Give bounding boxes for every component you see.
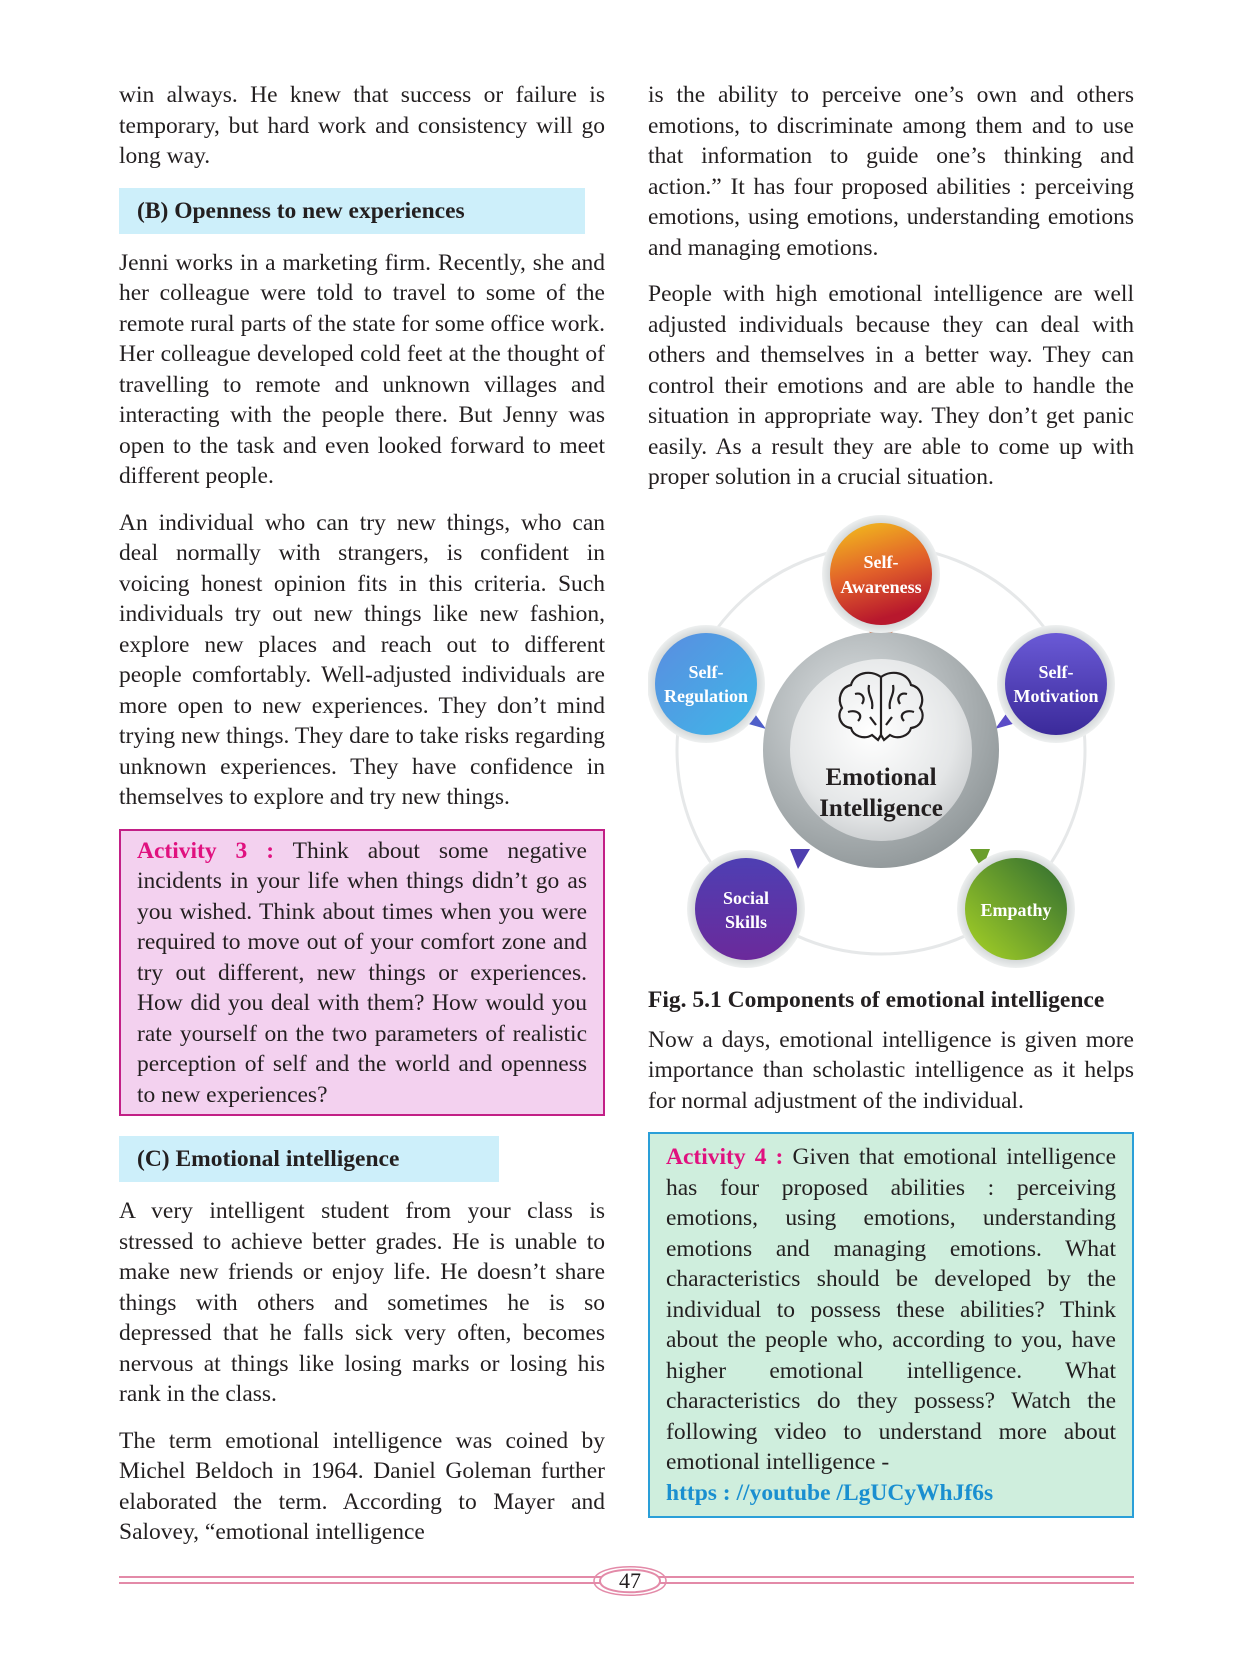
paragraph-individual: An individual who can try new things, who can deal normally with strangers, is confident in voicing honest opinion fits in this criteria. Such individuals try out new things like new fashion, explore new places and reach out to different people comfortably. Well-adjusted individuals are more open to new experiences. They don’t mind trying new things. They dare to take risks regarding unknown experiences. They have confidence in themselves to explore and try new things. <box>119 509 605 810</box>
node-self-motivation <box>1005 633 1107 735</box>
paragraph-student: A very intelligent student from your class is stressed to achieve better grades. He is unable to make new friends or enjoy life. He doesn’t share things with others and sometimes he is so depressed that he falls sick very often, becomes nervous at things like losing marks or losing his rank in the class. <box>119 1198 605 1407</box>
node-social-line2: Skills <box>724 911 768 932</box>
node-awareness-line2: Awareness <box>840 576 922 597</box>
paragraph-continuation-left: win always. He knew that success or failure is temporary, but hard work and consistency will go long way. <box>119 82 605 169</box>
activity-3-box <box>119 829 605 1117</box>
page-number: 47 <box>619 1568 641 1593</box>
node-regulation-line2: Regulation <box>663 685 749 706</box>
node-regulation-line1: Self- <box>688 661 724 682</box>
center-label-line2: Intelligence <box>819 794 943 822</box>
youtube-link[interactable]: https : //youtube /LgUCyWhJf6s <box>666 1479 994 1506</box>
node-motivation-line2: Motivation <box>1013 685 1099 706</box>
node-self-regulation <box>655 633 757 735</box>
left-column <box>119 80 605 1564</box>
activity-4-label: Activity 4 : <box>666 1144 784 1170</box>
right-column <box>648 80 1134 1518</box>
activity-3-text: Think about some negative incidents in your life when things didn’t go as you wished. Think about times when you were required to move out of your comfort zone and try out different, new things or experiences. How did you deal with them? How would you rate yourself on the two parameters of realistic perception of self and the world and openness to new experiences? <box>137 837 587 1108</box>
section-b-heading: (B) Openness to new experiences <box>119 188 585 234</box>
node-empathy-line1: Empathy <box>980 899 1052 920</box>
node-awareness-line1: Self- <box>863 551 899 572</box>
node-social-line1: Social <box>722 887 770 908</box>
node-social-skills <box>695 858 797 960</box>
activity-4-text: Given that emotional intelligence has four proposed abilities : perceiving emotions, using emotions, understanding emotions and managing emotions. What characteristics should be developed by the individual to possess these abilities? Think about the people who, according to you, have higher emotional intelligence. What characteristics do they possess? Watch the following video to understand more about emotional intelligence - <box>666 1144 1117 1475</box>
paragraph-nowadays: Now a days, emotional intelligence is given more importance than scholastic intelligence as it helps for normal adjustment of the individual. <box>648 1026 1134 1114</box>
paragraph-continuation-right: is the ability to perceive one’s own and others emotions, to discriminate among them and to use that information to guide one’s thinking and action.” It has four proposed abilities : perceiving emotions, using emotions, understanding emotions and managing emotions. <box>648 82 1134 261</box>
node-self-awareness <box>830 523 932 625</box>
center-label-line1: Emotional <box>825 763 937 791</box>
paragraph-people: People with high emotional intelligence are well adjusted individuals because they can deal with others and themselves in a better way. They can control their emotions and are able to handle the situation in appropriate way. They don’t get panic easily. As a result they are able to come up with proper solution in a crucial situation. <box>648 281 1134 490</box>
paragraph-jenni: Jenni works in a marketing firm. Recently, she and her colleague were told to travel to some of the remote rural parts of the state for some office work. Her colleague developed cold feet at the thought of travelling to remote and unknown villages and interacting with the people there. But Jenny was open to the task and even looked forward to meet different people. <box>119 249 605 489</box>
activity-4-box <box>648 1132 1134 1518</box>
emotional-intelligence-diagram <box>648 509 1134 979</box>
node-motivation-line1: Self- <box>1038 661 1074 682</box>
activity-3-label: Activity 3 : <box>137 837 275 864</box>
pointer-social <box>790 849 810 869</box>
section-c-heading: (C) Emotional intelligence <box>119 1136 499 1182</box>
figure-caption: Fig. 5.1 Components of emotional intelligence <box>648 986 1105 1013</box>
paragraph-term: The term emotional intelligence was coined by Michel Beldoch in 1964. Daniel Goleman further elaborated the term. According to Mayer and Salovey, “emotional intelligence <box>119 1427 605 1545</box>
